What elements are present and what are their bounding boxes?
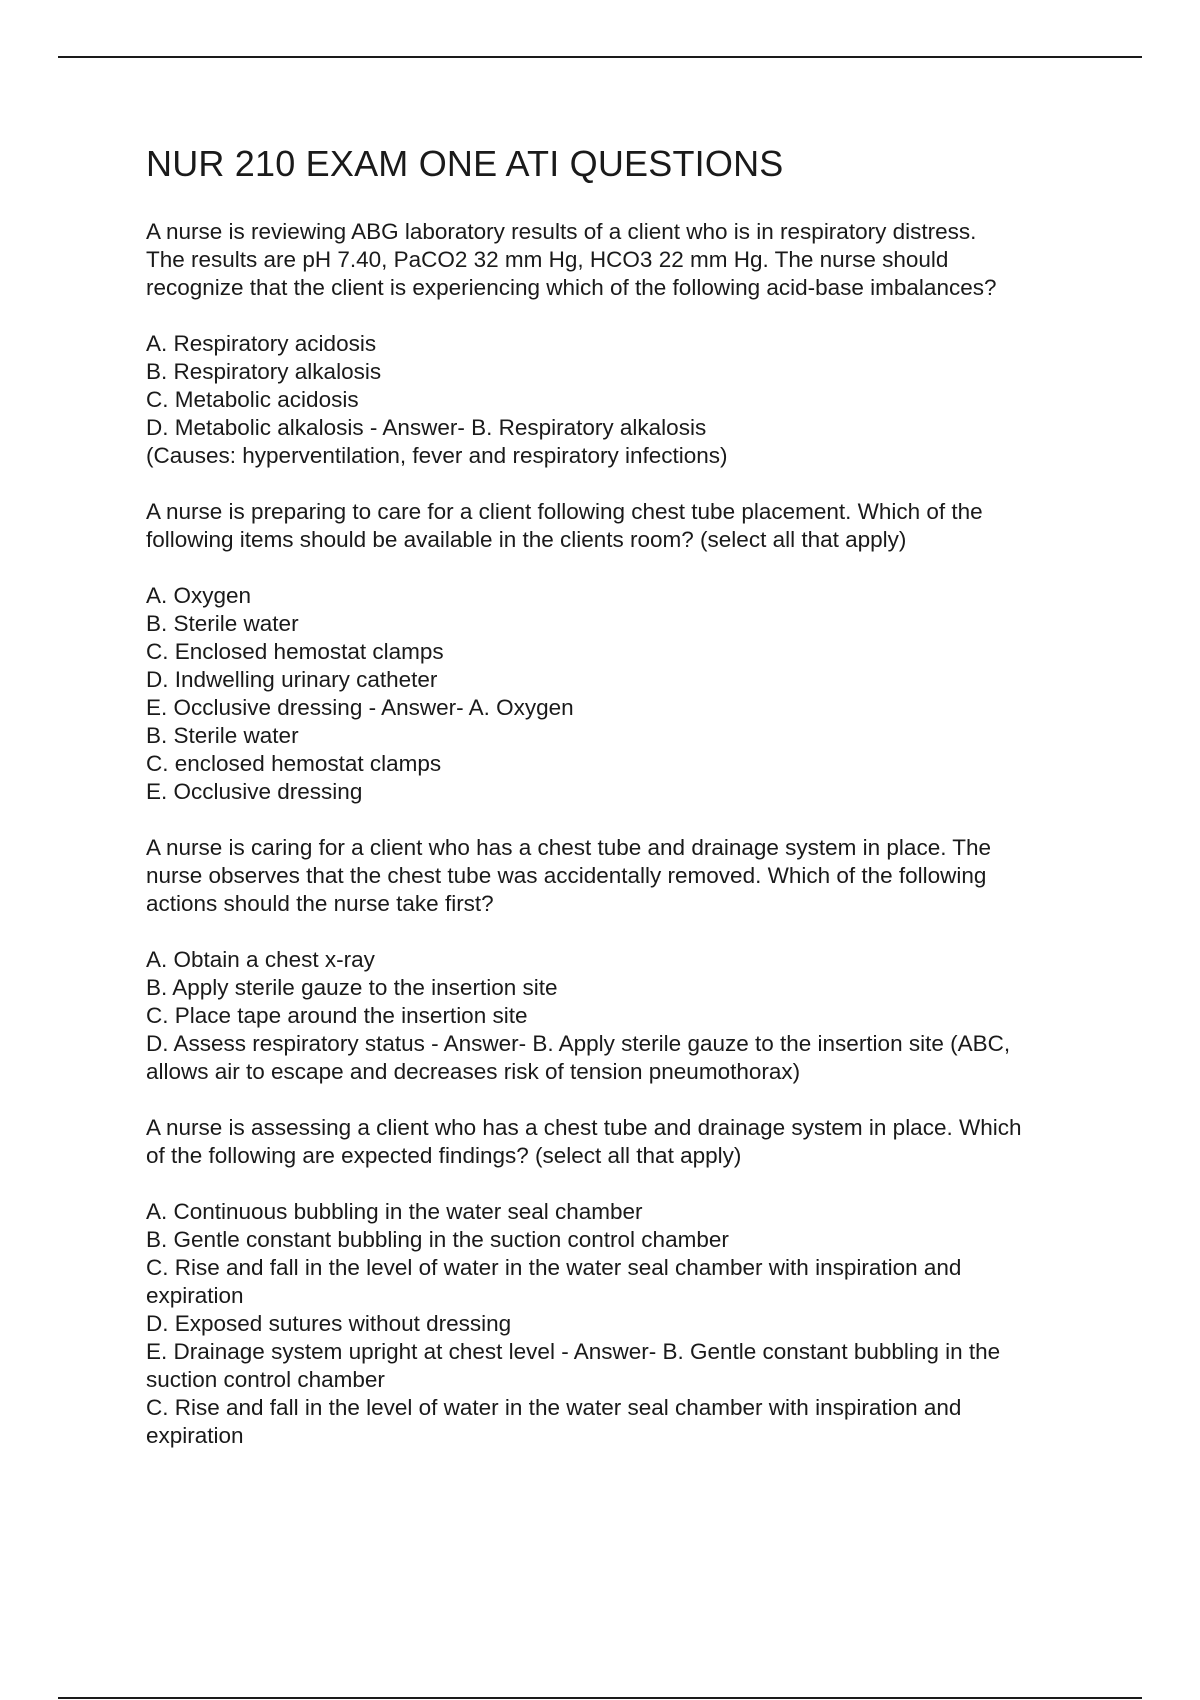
option-line: (Causes: hyperventilation, fever and respiratory infections) [146,443,728,468]
option-line: A. Respiratory acidosis [146,331,377,356]
option-line: A. Continuous bubbling in the water seal chamber [146,1199,643,1224]
option-line: A. Obtain a chest x-ray [146,947,375,972]
question-4-stem [146,1114,1106,1170]
option-line: A. Oxygen [146,583,252,608]
option-line: allows air to escape and decreases risk of tension pneumothorax) [146,1059,801,1084]
text-line: recognize that the client is experiencing which of the following acid-base imbalances? [146,275,997,300]
option-line: C. Rise and fall in the level of water in the water seal chamber with inspiration and [146,1255,962,1280]
text-line: nurse observes that the chest tube was accidentally removed. Which of the following [146,863,987,888]
question-1-stem [146,218,1106,302]
text-line: of the following are expected findings? (select all that apply) [146,1143,742,1168]
option-line: B. Sterile water [146,611,299,636]
text-line: The results are pH 7.40, PaCO2 32 mm Hg, HCO3 22 mm Hg. The nurse should [146,247,949,272]
option-line: suction control chamber [146,1367,385,1392]
option-line: B. Apply sterile gauze to the insertion site [146,975,558,1000]
question-1-options [146,330,1106,470]
document-body [146,138,1106,1478]
text-line: A nurse is reviewing ABG laboratory results of a client who is in respiratory distress. [146,219,977,244]
question-2-options [146,582,1106,806]
question-2-stem [146,498,1106,554]
option-line: B. Sterile water [146,723,299,748]
option-line: E. Drainage system upright at chest level - Answer- B. Gentle constant bubbling in the [146,1339,1001,1364]
question-3-options [146,946,1106,1086]
text-line: A nurse is preparing to care for a client following chest tube placement. Which of the [146,499,983,524]
option-line: E. Occlusive dressing - Answer- A. Oxygen [146,695,574,720]
option-line: D. Indwelling urinary catheter [146,667,438,692]
top-rule [58,56,1142,58]
option-line: expiration [146,1423,244,1448]
text-line: following items should be available in the clients room? (select all that apply) [146,527,907,552]
option-line: C. Enclosed hemostat clamps [146,639,444,664]
bottom-rule [58,1697,1142,1699]
option-line: C. Rise and fall in the level of water in the water seal chamber with inspiration and [146,1395,962,1420]
option-line: D. Metabolic alkalosis - Answer- B. Respiratory alkalosis [146,415,707,440]
option-line: D. Exposed sutures without dressing [146,1311,512,1336]
option-line: C. Place tape around the insertion site [146,1003,528,1028]
option-line: E. Occlusive dressing [146,779,363,804]
document-title: NUR 210 EXAM ONE ATI QUESTIONS [146,143,784,184]
question-4-options [146,1198,1106,1450]
option-line: C. Metabolic acidosis [146,387,359,412]
text-line: actions should the nurse take first? [146,891,494,916]
question-3-stem [146,834,1106,918]
option-line: B. Respiratory alkalosis [146,359,382,384]
text-line: A nurse is caring for a client who has a chest tube and drainage system in place. The [146,835,992,860]
text-line: A nurse is assessing a client who has a chest tube and drainage system in place. Which [146,1115,1022,1140]
option-line: expiration [146,1283,244,1308]
option-line: B. Gentle constant bubbling in the suction control chamber [146,1227,729,1252]
option-line: C. enclosed hemostat clamps [146,751,442,776]
option-line: D. Assess respiratory status - Answer- B. Apply sterile gauze to the insertion site (ABC, [146,1031,1011,1056]
